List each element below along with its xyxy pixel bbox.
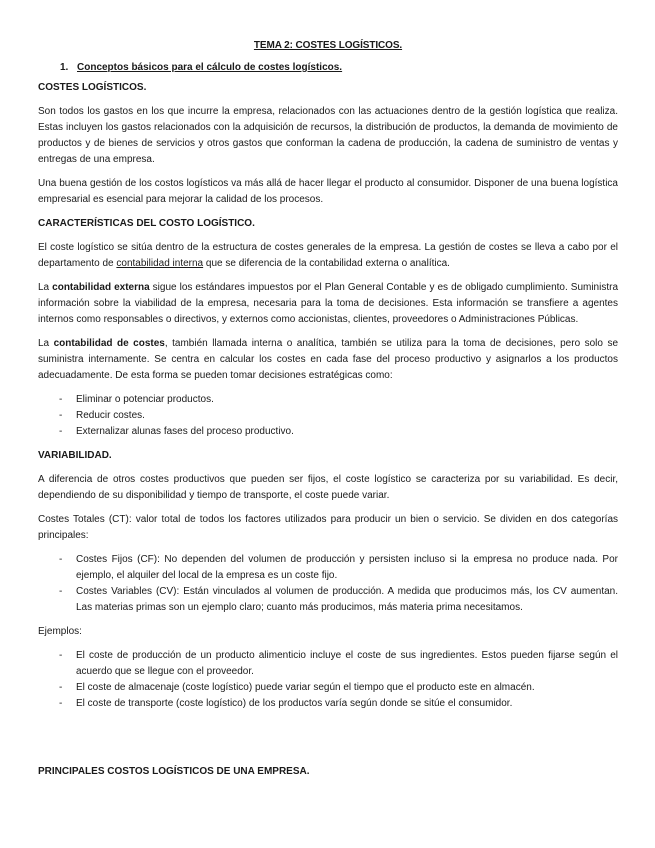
paragraph: Costes Totales (CT): valor total de todos los factores utilizados para producir un bien o servicio. Se dividen en dos categorías principales: (38, 514, 618, 541)
text-run: sigue los estándares impuestos por el Plan General Contable y es de obligado cumplimiento. Suministra información sobre la viabilidad de la empresa, necesaria para la toma de decisiones. Esta información se transfiere a agentes internos como responsables o directivos, y externos como accionistas, clientes, proveedores o Administraciones Públicas. (38, 282, 619, 325)
ejemplos-label: Ejemplos: (38, 626, 82, 637)
costes-list (38, 552, 618, 616)
list-item: - El coste de transporte (coste logístico) de los productos varía según donde se sitúe el consumidor. (38, 696, 618, 712)
decisiones-list (38, 392, 618, 440)
section-1-heading (60, 60, 618, 76)
heading-variabilidad: VARIABILIDAD. (38, 450, 112, 461)
heading-principales-costos: PRINCIPALES COSTOS LOGÍSTICOS DE UNA EMPRESA. (38, 766, 310, 777)
text-run: que se diferencia de la contabilidad externa o analítica. (203, 258, 450, 269)
ejemplos-list (38, 648, 618, 712)
bold-term: contabilidad de costes (53, 338, 165, 349)
document-page (38, 38, 618, 788)
spacer (38, 720, 618, 764)
contabilidad-interna-link[interactable]: contabilidad interna (116, 258, 204, 269)
paragraph: Son todos los gastos en los que incurre la empresa, relacionados con las actuaciones dentro de la gestión logística que realiza. Estas incluyen los gastos relacionados con la adquisición de recursos, la distribución de productos, la demanda de movimiento de productos y de bienes de servicios y otros gastos que conforman la cadena de producción, la cadena de suministro de ventas y entregas de una empresa. (38, 106, 618, 165)
bold-term: contabilidad externa (52, 282, 150, 293)
section-1-label: Conceptos básicos para el cálculo de costes logísticos. (77, 62, 343, 73)
paragraph (38, 240, 618, 272)
text-run: , también llamada interna o analítica, también se utiliza para la toma de decisiones, pero solo se suministra internamente. Se centra en calcular los costes en cada fase del proceso productivo y asignarlos a los productos adecuadamente. De esta forma se pueden tomar decisiones estratégicas como: (38, 338, 619, 381)
heading-costes-logisticos: COSTES LOGÍSTICOS. (38, 82, 147, 93)
document-title: TEMA 2: COSTES LOGÍSTICOS. (253, 40, 403, 51)
heading-caracteristicas: CARACTERÍSTICAS DEL COSTO LOGÍSTICO. (38, 218, 255, 229)
paragraph (38, 280, 618, 328)
list-item: - Reducir costes. (38, 408, 618, 424)
list-item: - Costes Variables (CV): Están vinculados al volumen de producción. A medida que producimos más, los CV aumentan. Las materias primas son un ejemplo claro; cuanto más producimos, más materia prima necesitamos. (38, 584, 618, 616)
list-item: - El coste de almacenaje (coste logístico) puede variar según el tiempo que el producto este en almacén. (38, 680, 618, 696)
text-run: El coste logístico se sitúa dentro de la estructura de costes generales de la empresa. La gestión de costes se lleva a cabo por el departamento de (38, 242, 618, 269)
list-item: - Costes Fijos (CF): No dependen del volumen de producción y persisten incluso si la empresa no produce nada. Por ejemplo, el alquiler del local de la empresa es un coste fijo. (38, 552, 618, 584)
list-item: - El coste de producción de un producto alimenticio incluye el coste de sus ingredientes. Estos pueden fijarse según el acuerdo que se llegue con el proveedor. (38, 648, 618, 680)
paragraph: Una buena gestión de los costos logísticos va más allá de hacer llegar el producto al consumidor. Disponer de una buena logística empresarial es esencial para mejorar la calidad de los procesos. (38, 178, 618, 205)
paragraph (38, 336, 618, 384)
list-item: - Externalizar alunas fases del proceso productivo. (38, 424, 618, 440)
paragraph: A diferencia de otros costes productivos que pueden ser fijos, el coste logístico se caracteriza por su variabilidad. Es decir, dependiendo de su disponibilidad y tiempo de transporte, el coste puede variar. (38, 474, 618, 501)
text-run: La (38, 282, 53, 293)
list-item: - Eliminar o potenciar productos. (38, 392, 618, 408)
section-1-number: 1. (60, 62, 69, 73)
text-run: La (38, 338, 54, 349)
